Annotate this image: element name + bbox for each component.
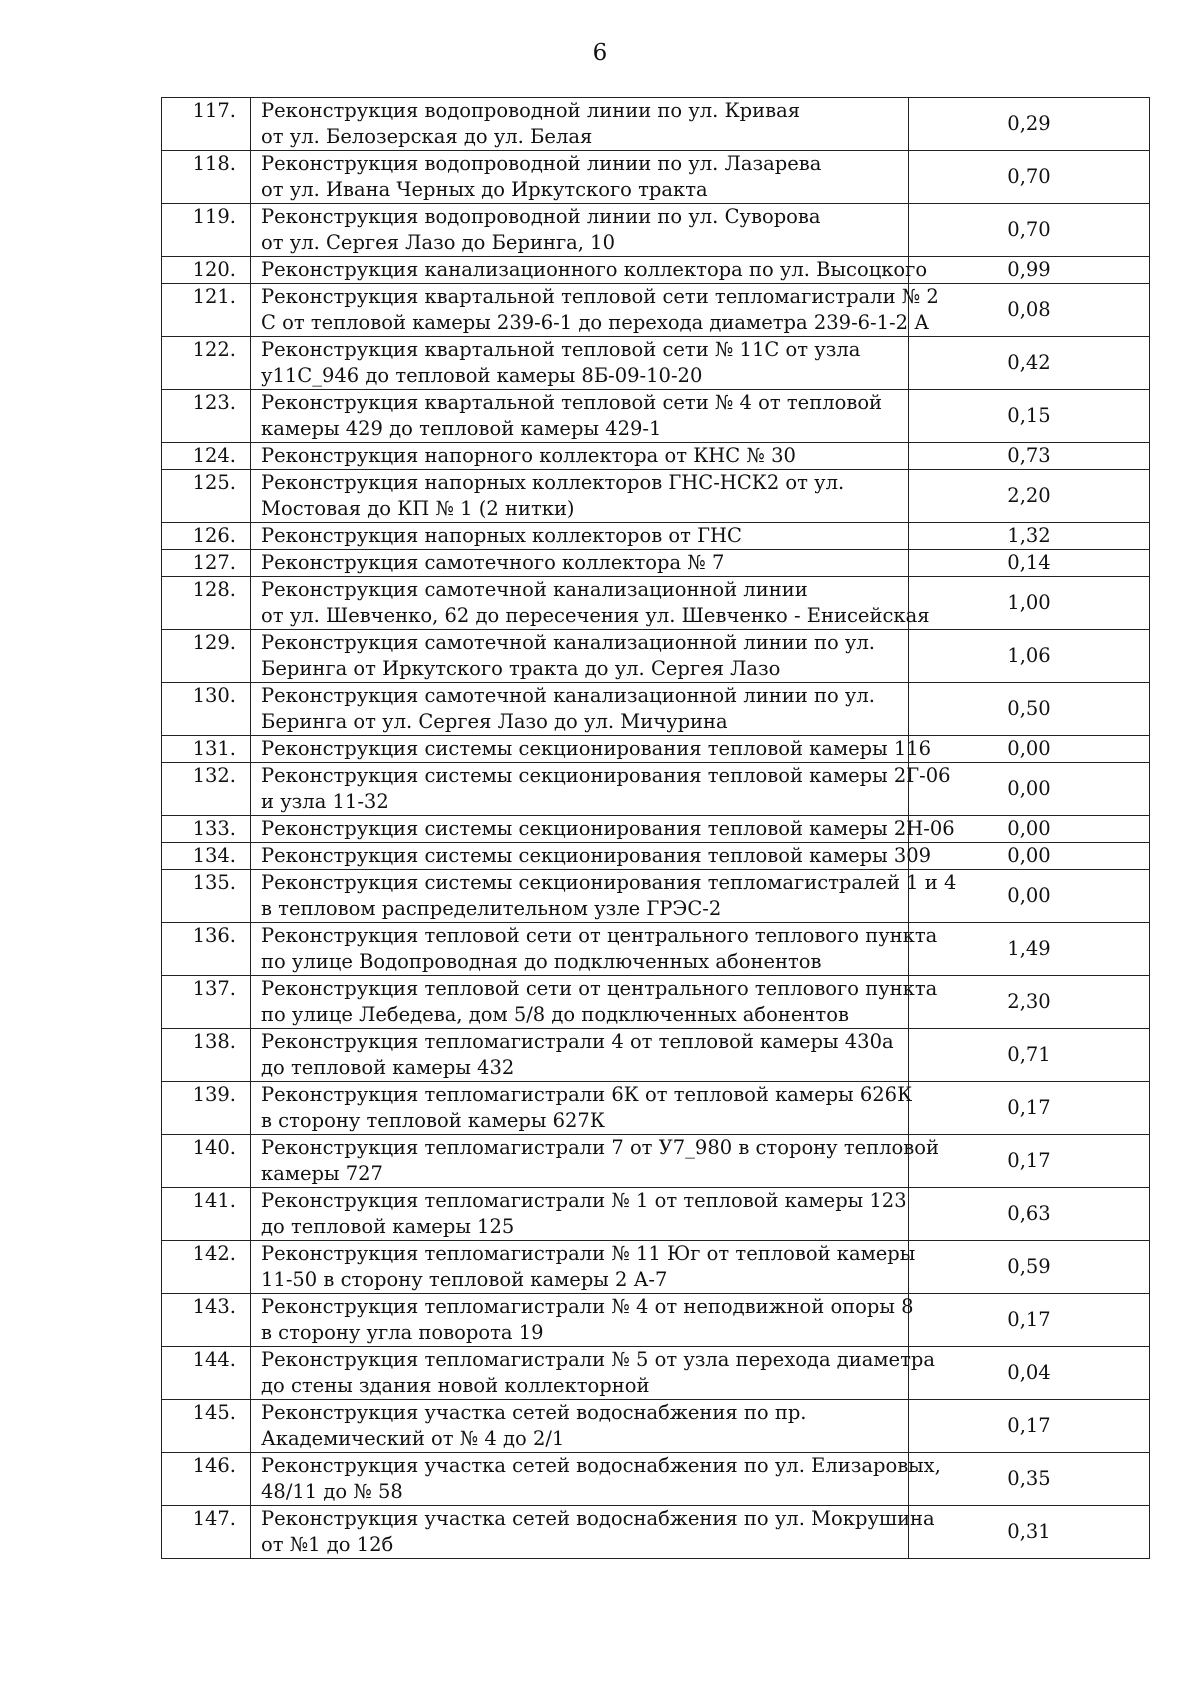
row-value: 0,17: [909, 1082, 1150, 1135]
description-line: С от тепловой камеры 239-6-1 до перехода диаметра 239-6-1-2 А: [261, 311, 930, 334]
row-value: 0,99: [909, 257, 1150, 284]
row-number: 127.: [162, 550, 251, 577]
description-line: от ул. Ивана Черных до Иркутского тракта: [261, 178, 708, 201]
row-description: [251, 843, 932, 870]
table-row: [162, 1506, 1150, 1559]
row-value: 1,49: [909, 923, 1150, 976]
description-line: от ул. Сергея Лазо до Беринга, 10: [261, 231, 615, 254]
description-line: Реконструкция тепломагистрали № 4 от неподвижной опоры 8: [261, 1295, 914, 1318]
table-row: [162, 151, 1150, 204]
table-row: [162, 843, 1150, 870]
table-row: [162, 443, 1150, 470]
row-description: [251, 870, 957, 923]
description-line: Реконструкция самотечного коллектора № 7: [261, 551, 725, 574]
description-line: Реконструкция системы секционирования тепловой камеры 309: [261, 844, 932, 867]
row-value: 0,73: [909, 443, 1150, 470]
description-line: Реконструкция участка сетей водоснабжения по пр.: [261, 1401, 807, 1424]
row-number: 129.: [162, 630, 251, 683]
description-line: Реконструкция тепловой сети от центрального теплового пункта: [261, 977, 938, 1000]
table-row: [162, 204, 1150, 257]
table-row: [162, 816, 1150, 843]
row-value: 0,17: [909, 1135, 1150, 1188]
row-description: [251, 577, 930, 630]
table-body: [162, 98, 1150, 1559]
table-row: [162, 1082, 1150, 1135]
description-line: 11-50 в сторону тепловой камеры 2 А-7: [261, 1268, 668, 1291]
row-description: [251, 630, 909, 683]
row-description: [251, 1135, 940, 1188]
projects-table: [161, 97, 1150, 1559]
table-row: [162, 683, 1150, 736]
description-line: Академический от № 4 до 2/1: [261, 1427, 565, 1450]
row-description: [251, 390, 909, 443]
description-line: Реконструкция водопроводной линии по ул. Суворова: [261, 205, 821, 228]
description-line: Реконструкция квартальной тепловой сети № 4 от тепловой: [261, 391, 883, 414]
row-value: 0,00: [909, 843, 1150, 870]
description-line: Беринга от Иркутского тракта до ул. Сергея Лазо: [261, 657, 781, 680]
description-line: камеры 429 до тепловой камеры 429-1: [261, 417, 662, 440]
row-value: 0,08: [909, 284, 1150, 337]
table-row: [162, 470, 1150, 523]
description-line: у11С_946 до тепловой камеры 8Б-09-10-20: [261, 364, 703, 387]
row-value: 0,17: [909, 1400, 1150, 1453]
row-value: 1,06: [909, 630, 1150, 683]
description-line: Реконструкция участка сетей водоснабжения по ул. Елизаровых,: [261, 1454, 941, 1477]
description-line: Реконструкция тепломагистрали № 1 от тепловой камеры 123: [261, 1189, 907, 1212]
row-description: [251, 1347, 935, 1400]
description-line: Реконструкция тепломагистрали № 11 Юг от тепловой камеры: [261, 1242, 916, 1265]
row-number: 136.: [162, 923, 251, 976]
row-number: 120.: [162, 257, 251, 284]
row-value: 0,00: [909, 870, 1150, 923]
row-description: [251, 1400, 909, 1453]
description-line: Реконструкция водопроводной линии по ул. Кривая: [261, 99, 801, 122]
row-number: 122.: [162, 337, 251, 390]
description-line: в тепловом распределительном узле ГРЭС-2: [261, 897, 722, 920]
row-value: 0,00: [909, 736, 1150, 763]
description-line: Реконструкция квартальной тепловой сети тепломагистрали № 2: [261, 285, 939, 308]
row-description: [251, 284, 939, 337]
row-description: [251, 763, 951, 816]
description-line: Реконструкция тепломагистрали 7 от У7_980 в сторону тепловой: [261, 1136, 940, 1159]
table-row: [162, 736, 1150, 763]
row-value: 0,17: [909, 1294, 1150, 1347]
row-value: 0,00: [909, 816, 1150, 843]
row-number: 117.: [162, 98, 251, 151]
table-row: [162, 630, 1150, 683]
row-value: 0,70: [909, 151, 1150, 204]
table-row: [162, 550, 1150, 577]
row-number: 140.: [162, 1135, 251, 1188]
table-row: [162, 1188, 1150, 1241]
row-number: 137.: [162, 976, 251, 1029]
table-row: [162, 763, 1150, 816]
table-row: [162, 523, 1150, 550]
row-number: 143.: [162, 1294, 251, 1347]
row-number: 142.: [162, 1241, 251, 1294]
description-line: Реконструкция самотечной канализационной линии по ул.: [261, 631, 875, 654]
table-row: [162, 337, 1150, 390]
row-number: 131.: [162, 736, 251, 763]
table-row: [162, 1135, 1150, 1188]
row-number: 141.: [162, 1188, 251, 1241]
row-description: [251, 1082, 913, 1135]
description-line: Реконструкция водопроводной линии по ул. Лазарева: [261, 152, 822, 175]
row-description: [251, 523, 909, 550]
description-line: Реконструкция квартальной тепловой сети № 11С от узла: [261, 338, 861, 361]
row-number: 134.: [162, 843, 251, 870]
row-number: 121.: [162, 284, 251, 337]
row-value: 0,14: [909, 550, 1150, 577]
table-row: [162, 390, 1150, 443]
row-number: 146.: [162, 1453, 251, 1506]
description-line: и узла 11-32: [261, 790, 389, 813]
row-value: 0,04: [909, 1347, 1150, 1400]
row-value: 0,50: [909, 683, 1150, 736]
description-line: Реконструкция тепловой сети от центрального теплового пункта: [261, 924, 938, 947]
row-value: 2,20: [909, 470, 1150, 523]
row-number: 128.: [162, 577, 251, 630]
row-description: [251, 257, 928, 284]
table-row: [162, 1347, 1150, 1400]
row-value: 0,59: [909, 1241, 1150, 1294]
description-line: в сторону тепловой камеры 627К: [261, 1109, 605, 1132]
row-number: 130.: [162, 683, 251, 736]
row-description: [251, 1188, 909, 1241]
page-number: 6: [592, 40, 608, 66]
row-description: [251, 816, 955, 843]
row-number: 139.: [162, 1082, 251, 1135]
table-row: [162, 577, 1150, 630]
row-number: 138.: [162, 1029, 251, 1082]
row-description: [251, 443, 909, 470]
row-number: 124.: [162, 443, 251, 470]
description-line: Реконструкция самотечной канализационной линии по ул.: [261, 684, 875, 707]
description-line: от ул. Шевченко, 62 до пересечения ул. Шевченко - Енисейская: [261, 604, 930, 627]
table-row: [162, 284, 1150, 337]
row-value: 2,30: [909, 976, 1150, 1029]
table-row: [162, 923, 1150, 976]
row-number: 126.: [162, 523, 251, 550]
row-value: 0,35: [909, 1453, 1150, 1506]
row-description: [251, 337, 909, 390]
description-line: Реконструкция напорного коллектора от КНС № 30: [261, 444, 796, 467]
description-line: в сторону угла поворота 19: [261, 1321, 544, 1344]
description-line: Беринга от ул. Сергея Лазо до ул. Мичурина: [261, 710, 728, 733]
description-line: от №1 до 12б: [261, 1533, 394, 1556]
description-line: Реконструкция системы секционирования тепловой камеры 2Г-06: [261, 764, 951, 787]
row-description: [251, 976, 938, 1029]
row-value: 0,42: [909, 337, 1150, 390]
row-value: 0,70: [909, 204, 1150, 257]
row-description: [251, 683, 909, 736]
table-row: [162, 1294, 1150, 1347]
row-number: 145.: [162, 1400, 251, 1453]
table-row: [162, 1029, 1150, 1082]
description-line: Реконструкция тепломагистрали 4 от тепловой камеры 430а: [261, 1030, 894, 1053]
row-description: [251, 204, 909, 257]
row-number: 123.: [162, 390, 251, 443]
table-row: [162, 976, 1150, 1029]
description-line: Реконструкция напорных коллекторов от ГНС: [261, 524, 742, 547]
description-line: Реконструкция напорных коллекторов ГНС-НСК2 от ул.: [261, 471, 845, 494]
description-line: до стены здания новой коллекторной: [261, 1374, 650, 1397]
row-description: [251, 1506, 935, 1559]
row-description: [251, 1029, 909, 1082]
description-line: Реконструкция самотечной канализационной линии: [261, 578, 808, 601]
description-line: до тепловой камеры 432: [261, 1056, 515, 1079]
row-value: 0,71: [909, 1029, 1150, 1082]
row-description: [251, 1453, 941, 1506]
row-number: 133.: [162, 816, 251, 843]
row-description: [251, 736, 932, 763]
description-line: Реконструкция участка сетей водоснабжения по ул. Мокрушина: [261, 1507, 935, 1530]
row-value: 1,00: [909, 577, 1150, 630]
description-line: до тепловой камеры 125: [261, 1215, 515, 1238]
description-line: Реконструкция системы секционирования тепловой камеры 116: [261, 737, 932, 760]
description-line: от ул. Белозерская до ул. Белая: [261, 125, 593, 148]
table-row: [162, 257, 1150, 284]
row-description: [251, 1241, 916, 1294]
description-line: Реконструкция тепломагистрали № 5 от узла перехода диаметра: [261, 1348, 935, 1371]
row-description: [251, 1294, 914, 1347]
row-number: 132.: [162, 763, 251, 816]
row-number: 147.: [162, 1506, 251, 1559]
row-description: [251, 151, 909, 204]
table-row: [162, 98, 1150, 151]
description-line: Реконструкция системы секционирования тепловой камеры 2Н-06: [261, 817, 955, 840]
row-number: 119.: [162, 204, 251, 257]
row-description: [251, 550, 909, 577]
description-line: Мостовая до КП № 1 (2 нитки): [261, 497, 575, 520]
row-value: 1,32: [909, 523, 1150, 550]
row-number: 118.: [162, 151, 251, 204]
description-line: Реконструкция системы секционирования тепломагистралей 1 и 4: [261, 871, 957, 894]
description-line: Реконструкция тепломагистрали 6К от тепловой камеры 626К: [261, 1083, 913, 1106]
row-description: [251, 98, 909, 151]
description-line: Реконструкция канализационного коллектора по ул. Высоцкого: [261, 258, 928, 281]
table-row: [162, 1241, 1150, 1294]
row-value: 0,31: [909, 1506, 1150, 1559]
row-number: 144.: [162, 1347, 251, 1400]
row-number: 125.: [162, 470, 251, 523]
description-line: по улице Водопроводная до подключенных абонентов: [261, 950, 822, 973]
row-value: 0,00: [909, 763, 1150, 816]
table-row: [162, 870, 1150, 923]
row-description: [251, 923, 938, 976]
row-value: 0,15: [909, 390, 1150, 443]
row-value: 0,63: [909, 1188, 1150, 1241]
row-number: 135.: [162, 870, 251, 923]
table-row: [162, 1400, 1150, 1453]
description-line: по улице Лебедева, дом 5/8 до подключенных абонентов: [261, 1003, 849, 1026]
table-row: [162, 1453, 1150, 1506]
row-description: [251, 470, 909, 523]
description-line: 48/11 до № 58: [261, 1480, 403, 1503]
row-value: 0,29: [909, 98, 1150, 151]
description-line: камеры 727: [261, 1162, 383, 1185]
